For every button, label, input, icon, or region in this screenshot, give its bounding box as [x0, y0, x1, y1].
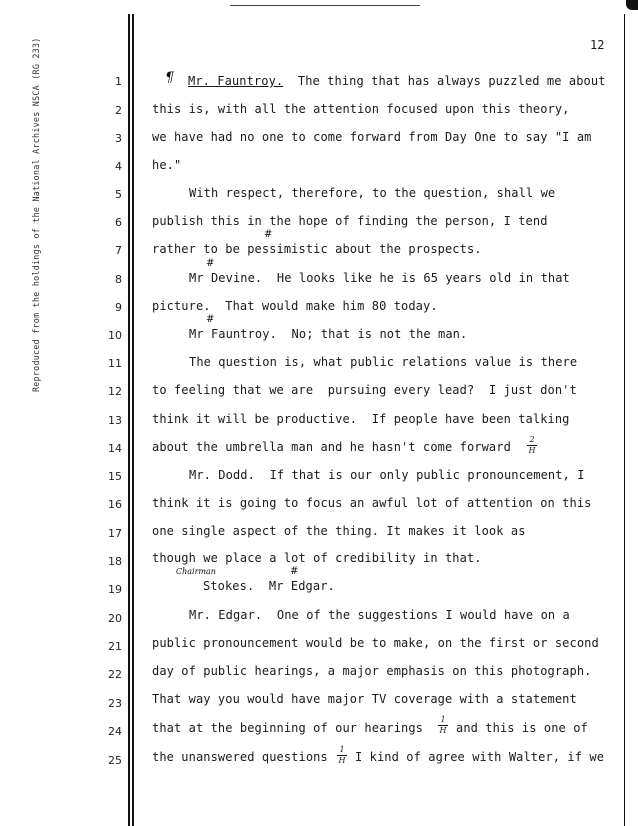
line-text: that at the beginning of our hearings — [152, 721, 424, 735]
line-number: 13 — [108, 414, 122, 427]
line-text: the unanswered questions — [152, 750, 328, 764]
line-number: 20 — [108, 612, 122, 625]
text-line-5: With respect, therefore, to the question, shall we — [189, 186, 556, 200]
text-line-17: one single aspect of the thing. It makes it look as — [152, 524, 526, 538]
line-number: 5 — [115, 188, 122, 201]
line-number: 3 — [115, 132, 122, 145]
text-line-16: think it is going to focus an awful lot of attention on this — [152, 496, 592, 510]
text-line-11: The question is, what public relations value is there — [189, 355, 578, 369]
line-number: 24 — [108, 725, 122, 738]
text-line-7: rather to be pessimistic about the prospects. — [152, 242, 482, 256]
line-number: 23 — [108, 697, 122, 710]
line-number: 4 — [115, 160, 122, 173]
line-number: 22 — [108, 668, 122, 681]
line-number: 11 — [108, 357, 122, 370]
text-line-19: Stokes. Mr Edgar. — [203, 579, 335, 593]
line-text: The thing that has always puzzled me about — [283, 74, 606, 88]
paragraph-mark: ¶ — [165, 70, 174, 86]
text-line-24 — [152, 721, 423, 735]
text-line-3: we have had no one to come forward from Day One to say "I am — [152, 130, 592, 144]
text-line-20: Mr. Edgar. One of the suggestions I would have on a — [189, 608, 570, 622]
speaker-name: Mr. Fauntroy. — [188, 74, 284, 88]
line-number: 17 — [108, 527, 122, 540]
page-number: 12 — [590, 38, 605, 52]
hash-mark: # — [264, 229, 273, 240]
text-line-23: That way you would have major TV coverage with a statement — [152, 692, 577, 706]
text-line-15: Mr. Dodd. If that is our only public pronouncement, I — [189, 468, 585, 482]
text-line-1 — [188, 74, 606, 88]
text-line-25b: I kind of agree with Walter, if we — [355, 750, 605, 764]
line-number: 16 — [108, 498, 122, 511]
text-line-8: Mr Devine. He looks like he is 65 years old in that — [189, 271, 570, 285]
correction-mark: 2 H — [528, 435, 536, 455]
text-line-12: to feeling that we are pursuing every lead? I just don't — [152, 383, 577, 397]
line-number: 7 — [115, 244, 122, 257]
line-number: 1 — [115, 75, 122, 88]
hash-mark: # — [206, 258, 215, 269]
text-line-13: think it will be productive. If people have been talking — [152, 412, 570, 426]
line-number: 6 — [115, 216, 122, 229]
line-number: 9 — [115, 301, 122, 314]
hash-mark: # — [290, 566, 299, 577]
line-number: 10 — [108, 329, 122, 342]
line-number: 25 — [108, 754, 122, 767]
right-margin-rule — [624, 14, 625, 826]
line-number: 14 — [108, 442, 122, 455]
text-line-9: picture. That would make him 80 today. — [152, 299, 438, 313]
line-number: 21 — [108, 640, 122, 653]
left-margin-rule-1 — [128, 14, 130, 826]
text-line-24b: and this is one of — [456, 721, 588, 735]
correction-mark: 1 H — [439, 715, 447, 735]
text-line-4: he." — [152, 158, 182, 172]
text-line-18: though we place a lot of credibility in that. — [152, 551, 482, 565]
line-number: 12 — [108, 385, 122, 398]
text-line-21: public pronouncement would be to make, on the first or second — [152, 636, 599, 650]
top-rule — [230, 5, 420, 6]
line-number: 19 — [108, 583, 122, 596]
line-number: 15 — [108, 470, 122, 483]
line-number: 18 — [108, 555, 122, 568]
text-line-2: this is, with all the attention focused upon this theory, — [152, 102, 570, 116]
text-line-22: day of public hearings, a major emphasis on this photograph. — [152, 664, 592, 678]
text-line-14: about the umbrella man and he hasn't come forward — [152, 440, 511, 454]
correction-mark: 1 H — [338, 745, 346, 765]
text-line-6: publish this in the hope of finding the person, I tend — [152, 214, 548, 228]
hash-mark: # — [206, 314, 215, 325]
archive-margin-note: Reproduced from the holdings of the National Archives NSCA (RG 233) — [31, 37, 41, 392]
text-line-10: Mr Fauntroy. No; that is not the man. — [189, 327, 468, 341]
text-line-25 — [152, 750, 328, 764]
chairman-insertion: Chairman — [176, 567, 216, 576]
left-margin-rule-2 — [132, 14, 134, 826]
line-number: 2 — [115, 104, 122, 117]
line-number: 8 — [115, 273, 122, 286]
corner-mark — [626, 0, 638, 10]
